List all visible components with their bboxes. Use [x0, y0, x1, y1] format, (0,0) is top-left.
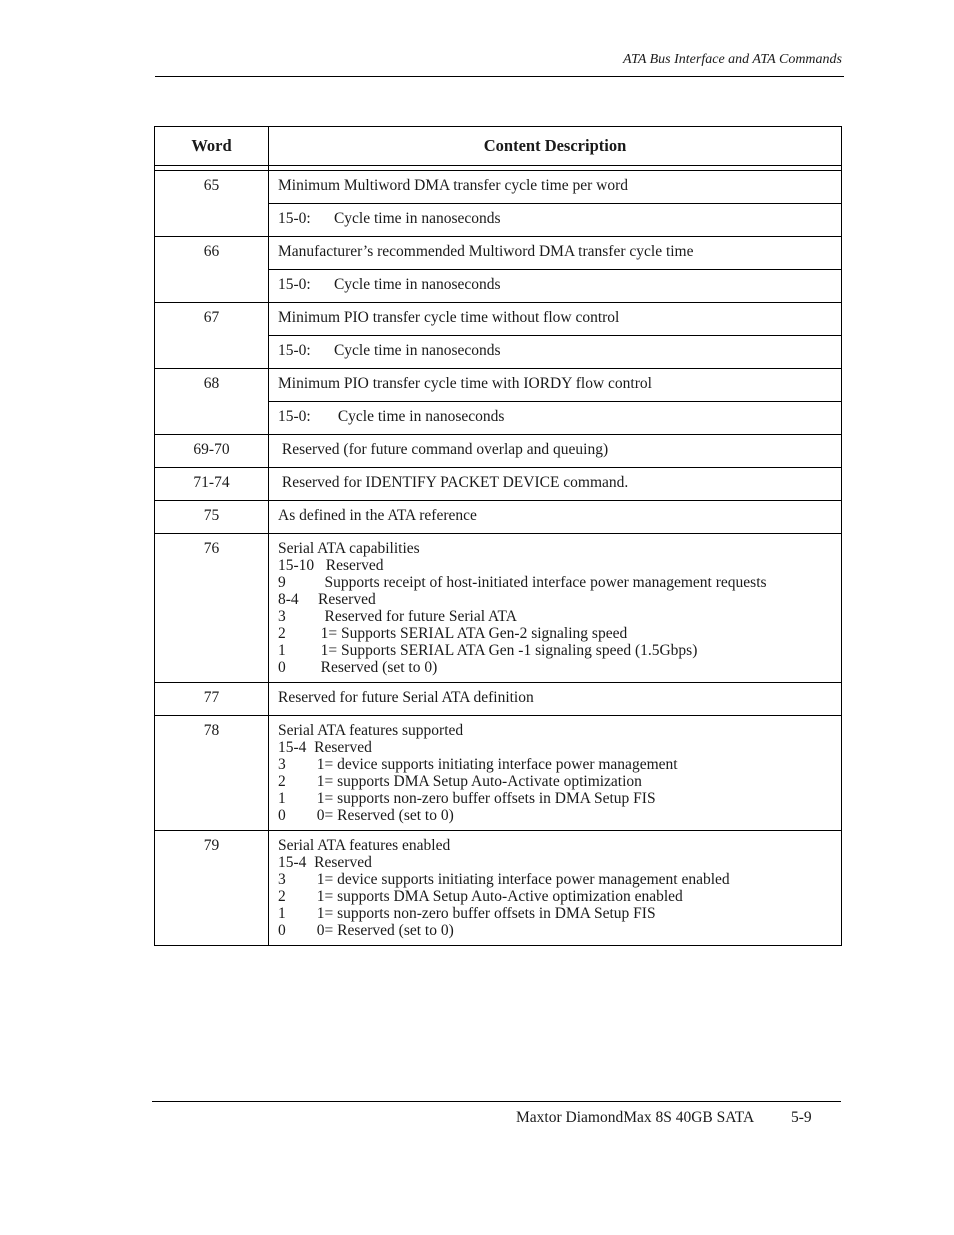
- bit-field-line: 0 0= Reserved (set to 0): [278, 807, 454, 824]
- word-number-cell: 76: [155, 534, 269, 683]
- bit-description-cell: 15-0: Cycle time in nanoseconds: [269, 336, 842, 369]
- word-number-cell: 79: [155, 831, 269, 946]
- word-number-cell: 66: [155, 237, 269, 303]
- bit-description-cell: 15-0: Cycle time in nanoseconds: [269, 402, 842, 435]
- table-row: [155, 303, 842, 336]
- bit-description-cell: 15-0: Cycle time in nanoseconds: [269, 204, 842, 237]
- table-row: [155, 468, 842, 501]
- description-cell: [269, 501, 842, 534]
- bit-field-line: 2 1= Supports SERIAL ATA Gen-2 signaling speed: [278, 625, 628, 642]
- page-number: 5-9: [791, 1109, 812, 1126]
- bit-field-line: 0 Reserved (set to 0): [278, 659, 438, 676]
- bit-field-line: 3 1= device supports initiating interface power management: [278, 756, 678, 773]
- description-title: Serial ATA capabilities: [278, 540, 420, 557]
- column-header-word: Word: [155, 127, 269, 166]
- table-row: [155, 534, 842, 683]
- bit-description-cell: 15-0: Cycle time in nanoseconds: [269, 270, 842, 303]
- word-number-cell: 68: [155, 369, 269, 435]
- description-cell: Minimum PIO transfer cycle time with IORDY flow control: [269, 369, 842, 402]
- footer-product: Maxtor DiamondMax 8S 40GB SATA: [516, 1109, 755, 1126]
- table-row: [155, 237, 842, 270]
- table-row: [155, 716, 842, 831]
- table-row: [155, 501, 842, 534]
- description-cell: [269, 435, 842, 468]
- footer-rule: [152, 1101, 841, 1102]
- word-number-cell: 75: [155, 501, 269, 534]
- description-title: Serial ATA features supported: [278, 722, 464, 739]
- bit-field-line: 9 Supports receipt of host-initiated interface power management requests: [278, 574, 767, 591]
- description-cell: [269, 683, 842, 716]
- description-title: Reserved for IDENTIFY PACKET DEVICE command.: [278, 474, 629, 491]
- word-number-cell: 67: [155, 303, 269, 369]
- identify-device-table: [154, 126, 842, 946]
- bit-field-line: 1 1= Supports SERIAL ATA Gen -1 signaling speed (1.5Gbps): [278, 642, 698, 659]
- header-rule: [155, 76, 844, 77]
- word-number-cell: 71-74: [155, 468, 269, 501]
- description-title: As defined in the ATA reference: [278, 507, 477, 524]
- bit-field-line: 2 1= supports DMA Setup Auto-Activate optimization: [278, 773, 642, 790]
- running-header: ATA Bus Interface and ATA Commands: [623, 52, 842, 67]
- description-cell: [269, 831, 842, 946]
- bit-field-line: 8-4 Reserved: [278, 591, 376, 608]
- description-cell: [269, 716, 842, 831]
- description-cell: [269, 468, 842, 501]
- bit-field-line: 15-10 Reserved: [278, 557, 384, 574]
- bit-field-line: 15-4 Reserved: [278, 854, 372, 871]
- description-title: Reserved for future Serial ATA definition: [278, 689, 534, 706]
- description-cell: [269, 534, 842, 683]
- table-row: [155, 683, 842, 716]
- table-row: [155, 435, 842, 468]
- table-header-row: [155, 127, 842, 166]
- word-number-cell: 65: [155, 171, 269, 237]
- word-number-cell: 77: [155, 683, 269, 716]
- table-body: [155, 166, 842, 946]
- description-cell: Manufacturer’s recommended Multiword DMA transfer cycle time: [269, 237, 842, 270]
- bit-field-line: 0 0= Reserved (set to 0): [278, 922, 454, 939]
- word-number-cell: 78: [155, 716, 269, 831]
- word-number-cell: 69-70: [155, 435, 269, 468]
- table-row: [155, 831, 842, 946]
- bit-field-line: 3 Reserved for future Serial ATA: [278, 608, 517, 625]
- table-row: [155, 369, 842, 402]
- bit-field-line: 1 1= supports non-zero buffer offsets in DMA Setup FIS: [278, 790, 656, 807]
- column-header-content-description: Content Description: [269, 127, 842, 166]
- bit-field-line: 3 1= device supports initiating interface power management enabled: [278, 871, 730, 888]
- description-title: Reserved (for future command overlap and queuing): [278, 441, 609, 458]
- table-row: [155, 171, 842, 204]
- description-cell: Minimum Multiword DMA transfer cycle time per word: [269, 171, 842, 204]
- description-cell: Minimum PIO transfer cycle time without flow control: [269, 303, 842, 336]
- bit-field-line: 1 1= supports non-zero buffer offsets in DMA Setup FIS: [278, 905, 656, 922]
- bit-field-line: 2 1= supports DMA Setup Auto-Active optimization enabled: [278, 888, 683, 905]
- bit-field-line: 15-4 Reserved: [278, 739, 372, 756]
- description-title: Serial ATA features enabled: [278, 837, 451, 854]
